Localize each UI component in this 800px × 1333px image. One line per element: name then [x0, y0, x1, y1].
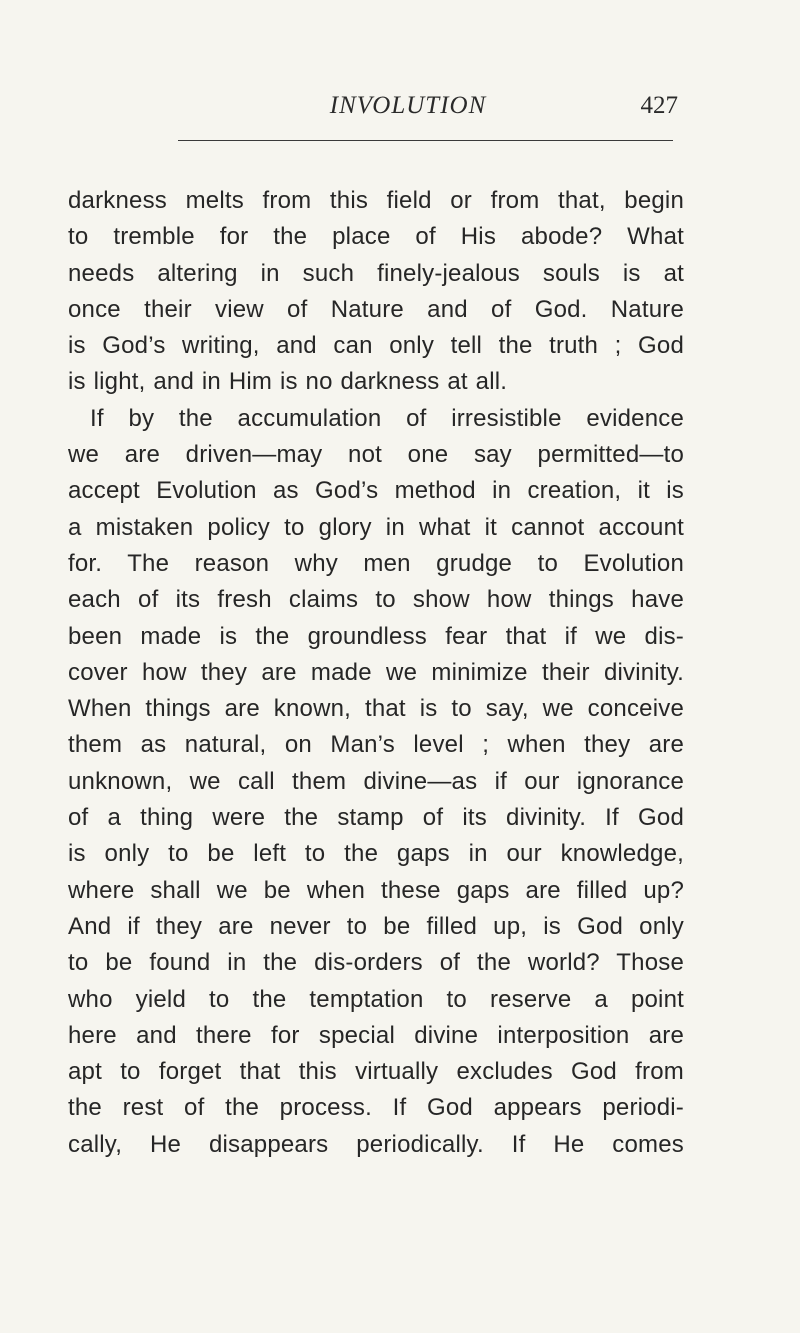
text-line: When things are known, that is to say, we conceive: [68, 695, 684, 723]
running-head: [178, 92, 678, 136]
text-line: accept Evolution as God’s method in creation, it is: [68, 477, 684, 505]
text-line: cover how they are made we minimize their divinity.: [68, 658, 684, 686]
text-line: here and there for special divine interposition are: [68, 1021, 684, 1049]
text-line: If by the accumulation of irresistible evidence: [90, 404, 684, 432]
text-line: to tremble for the place of His abode? What: [68, 223, 684, 251]
text-line: where shall we be when these gaps are filled up?: [68, 876, 684, 904]
text-line: needs altering in such finely-jealous souls is at: [68, 259, 684, 287]
text-line: for. The reason why men grudge to Evolution: [68, 549, 684, 577]
text-line: And if they are never to be filled up, is God only: [68, 912, 684, 940]
text-line: to be found in the dis-orders of the world? Those: [68, 949, 684, 977]
text-line: darkness melts from this field or from that, begin: [68, 187, 684, 214]
paragraph-1: [68, 183, 684, 401]
text-line: of a thing were the stamp of its divinity. If God: [68, 804, 684, 832]
paragraph-2: [68, 401, 684, 1163]
text-line: is light, and in Him is no darkness at all.: [68, 368, 508, 396]
text-line: the rest of the process. If God appears periodi-: [68, 1094, 684, 1122]
body-text: [68, 183, 684, 1163]
text-line: each of its fresh claims to show how things have: [68, 586, 684, 614]
text-line: them as natural, on Man’s level ; when they are: [68, 731, 684, 759]
text-line: is only to be left to the gaps in our knowledge,: [68, 840, 684, 868]
text-line: a mistaken policy to glory in what it cannot account: [68, 513, 684, 541]
text-line: is God’s writing, and can only tell the truth ; God: [68, 332, 684, 360]
text-line: apt to forget that this virtually excludes God from: [68, 1058, 684, 1086]
text-line: who yield to the temptation to reserve a point: [68, 985, 684, 1013]
text-line: cally, He disappears periodically. If He comes: [68, 1130, 684, 1158]
text-line: unknown, we call them divine—as if our ignorance: [68, 767, 684, 795]
header-rule: [178, 140, 673, 141]
chapter-title: INVOLUTION: [329, 92, 487, 119]
text-line: once their view of Nature and of God. Nature: [68, 295, 684, 323]
text-line: been made is the groundless fear that if we dis-: [68, 622, 684, 650]
text-line: we are driven—may not one say permitted—to: [68, 441, 684, 469]
page-number: 427: [640, 92, 678, 119]
